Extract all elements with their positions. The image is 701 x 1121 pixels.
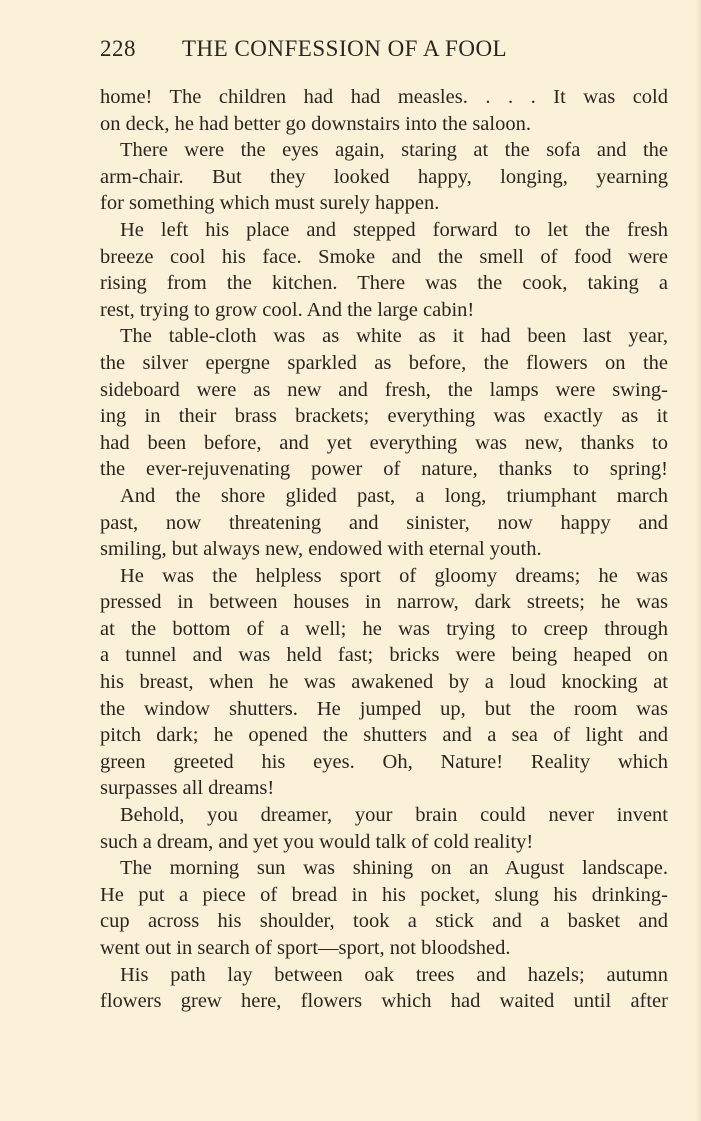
page-edge-shadow bbox=[695, 0, 701, 1121]
text-line: a tunnel and was held fast; bricks were being heaped on bbox=[100, 644, 668, 667]
text-line: smiling, but always new, endowed with eternal youth. bbox=[100, 538, 542, 561]
text-line: The table-cloth was as white as it had been last year, bbox=[120, 325, 668, 348]
text-line: pitch dark; he opened the shutters and a sea of light and bbox=[100, 724, 668, 747]
text-line: breeze cool his face. Smoke and the smell of food were bbox=[100, 245, 668, 268]
text-line: the silver epergne sparkled as before, the flowers on the bbox=[100, 351, 668, 374]
text-line: surpasses all dreams! bbox=[100, 777, 275, 800]
text-line: flowers grew here, flowers which had waited until after bbox=[100, 990, 668, 1013]
text-line: the ever-rejuvenating power of nature, thanks to spring! bbox=[100, 458, 668, 481]
text-line: for something which must surely happen. bbox=[100, 192, 440, 215]
text-line: He left his place and stepped forward to let the fresh bbox=[120, 218, 668, 241]
text-line: green greeted his eyes. Oh, Nature! Reality which bbox=[100, 750, 668, 773]
text-line: the window shutters. He jumped up, but the room was bbox=[100, 697, 668, 720]
text-line: The morning sun was shining on an August landscape. bbox=[120, 857, 668, 880]
text-line: He put a piece of bread in his pocket, slung his drinking- bbox=[100, 883, 668, 906]
text-line: Behold, you dreamer, your brain could never invent bbox=[120, 804, 668, 827]
text-line: his breast, when he was awakened by a loud knocking at bbox=[100, 671, 668, 694]
text-line: had been before, and yet everything was new, thanks to bbox=[100, 431, 668, 454]
page-header bbox=[100, 34, 580, 68]
text-line: on deck, he had better go downstairs into the saloon. bbox=[100, 112, 531, 135]
text-line: There were the eyes again, staring at the sofa and the bbox=[120, 139, 668, 162]
text-line: such a dream, and yet you would talk of cold reality! bbox=[100, 830, 534, 853]
body-text bbox=[100, 84, 668, 1015]
text-line: His path lay between oak trees and hazels; autumn bbox=[120, 963, 668, 986]
text-line: home! The children had had measles. . . . It was cold bbox=[100, 86, 668, 108]
text-line: arm-chair. But they looked happy, longing, yearning bbox=[100, 165, 668, 188]
text-line: ing in their brass brackets; everything was exactly as it bbox=[100, 405, 668, 428]
text-line: at the bottom of a well; he was trying to creep through bbox=[100, 617, 668, 640]
text-line: sideboard were as new and fresh, the lamps were swing- bbox=[100, 378, 668, 401]
text-line: cup across his shoulder, took a stick and a basket and bbox=[100, 910, 668, 933]
running-title: THE CONFESSION OF A FOOL bbox=[182, 36, 508, 61]
text-line: pressed in between houses in narrow, dark streets; he was bbox=[100, 591, 668, 614]
text-line: rising from the kitchen. There was the cook, taking a bbox=[100, 272, 668, 295]
text-line: rest, trying to grow cool. And the large cabin! bbox=[100, 298, 475, 321]
text-line: And the shore glided past, a long, triumphant march bbox=[120, 484, 668, 507]
text-line: went out in search of sport—sport, not bloodshed. bbox=[100, 937, 511, 959]
text-line: He was the helpless sport of gloomy dreams; he was bbox=[120, 564, 668, 587]
page-number: 228 bbox=[100, 36, 136, 61]
text-line: past, now threatening and sinister, now happy and bbox=[100, 511, 668, 534]
